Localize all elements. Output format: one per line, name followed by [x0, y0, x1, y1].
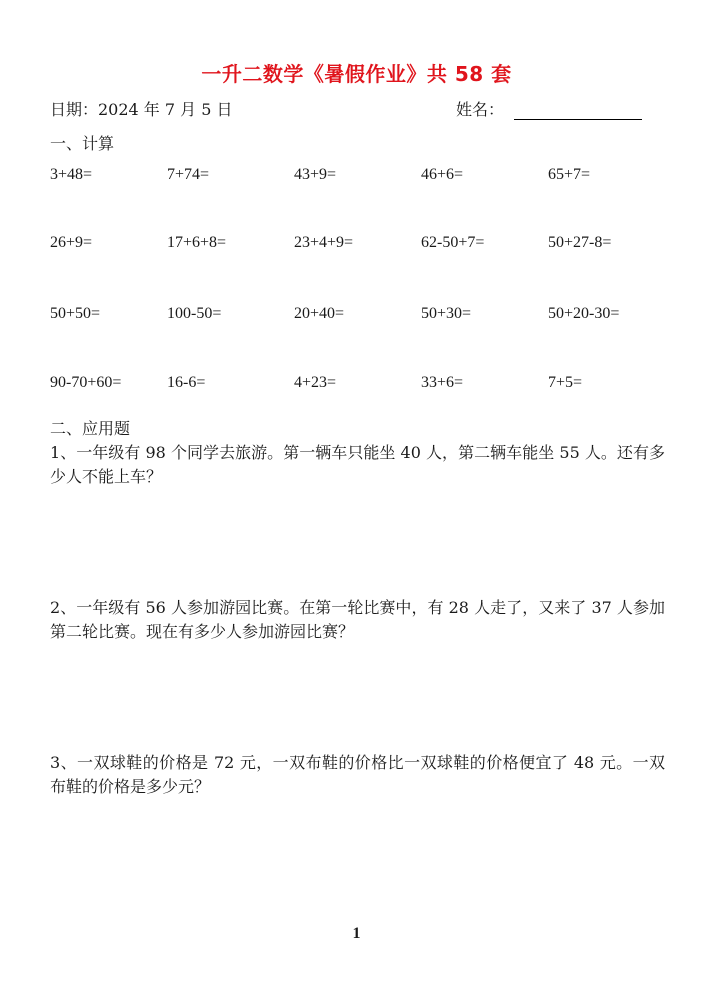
calc-item: 7+5= [548, 374, 583, 391]
page-number: 1 [352, 925, 361, 942]
calc-item: 3+48= [50, 166, 93, 183]
calc-item: 33+6= [421, 374, 464, 391]
calc-item: 46+6= [421, 166, 464, 183]
calc-item: 20+40= [294, 305, 345, 322]
calc-item: 50+20-30= [548, 305, 620, 322]
calc-row [50, 371, 690, 395]
word-problem-1: 1、一年级有 98 个同学去旅游。第一辆车只能坐 40 人，第二辆车能坐 55 人。还有多少人不能上车？ [50, 443, 665, 486]
name-label: 姓名： [456, 100, 505, 119]
section-calc-heading: 一、计算 [50, 134, 115, 153]
word-problem-2: 2、一年级有 56 人参加游园比赛。在第一轮比赛中，有 28 人走了，又来了 37 人参加第二轮比赛。现在有多少人参加游园比赛？ [50, 598, 665, 641]
calc-item: 100-50= [167, 305, 222, 322]
calc-item: 43+9= [294, 166, 337, 183]
date-line: 日期：2024 年 7 月 5 日 [50, 100, 233, 119]
name-blank-line[interactable] [514, 119, 642, 120]
page-title: 一升二数学《暑假作业》共 58 套 [201, 62, 512, 86]
calc-row [50, 231, 690, 255]
calc-item: 62-50+7= [421, 234, 485, 251]
calc-item: 50+27-8= [548, 234, 612, 251]
calc-item: 50+30= [421, 305, 472, 322]
calc-item: 90-70+60= [50, 374, 122, 391]
calc-item: 23+4+9= [294, 234, 354, 251]
calc-item: 50+50= [50, 305, 101, 322]
calc-item: 16-6= [167, 374, 206, 391]
calc-item: 26+9= [50, 234, 93, 251]
word-problem-3: 3、一双球鞋的价格是 72 元，一双布鞋的价格比一双球鞋的价格便宜了 48 元。一双布鞋的价格是多少元？ [50, 753, 665, 796]
calc-row [50, 163, 690, 187]
calc-item: 7+74= [167, 166, 210, 183]
calc-item: 17+6+8= [167, 234, 227, 251]
calc-row [50, 302, 690, 326]
section-word-problems-heading: 二、应用题 [50, 419, 131, 438]
calc-item: 4+23= [294, 374, 337, 391]
calc-item: 65+7= [548, 166, 591, 183]
